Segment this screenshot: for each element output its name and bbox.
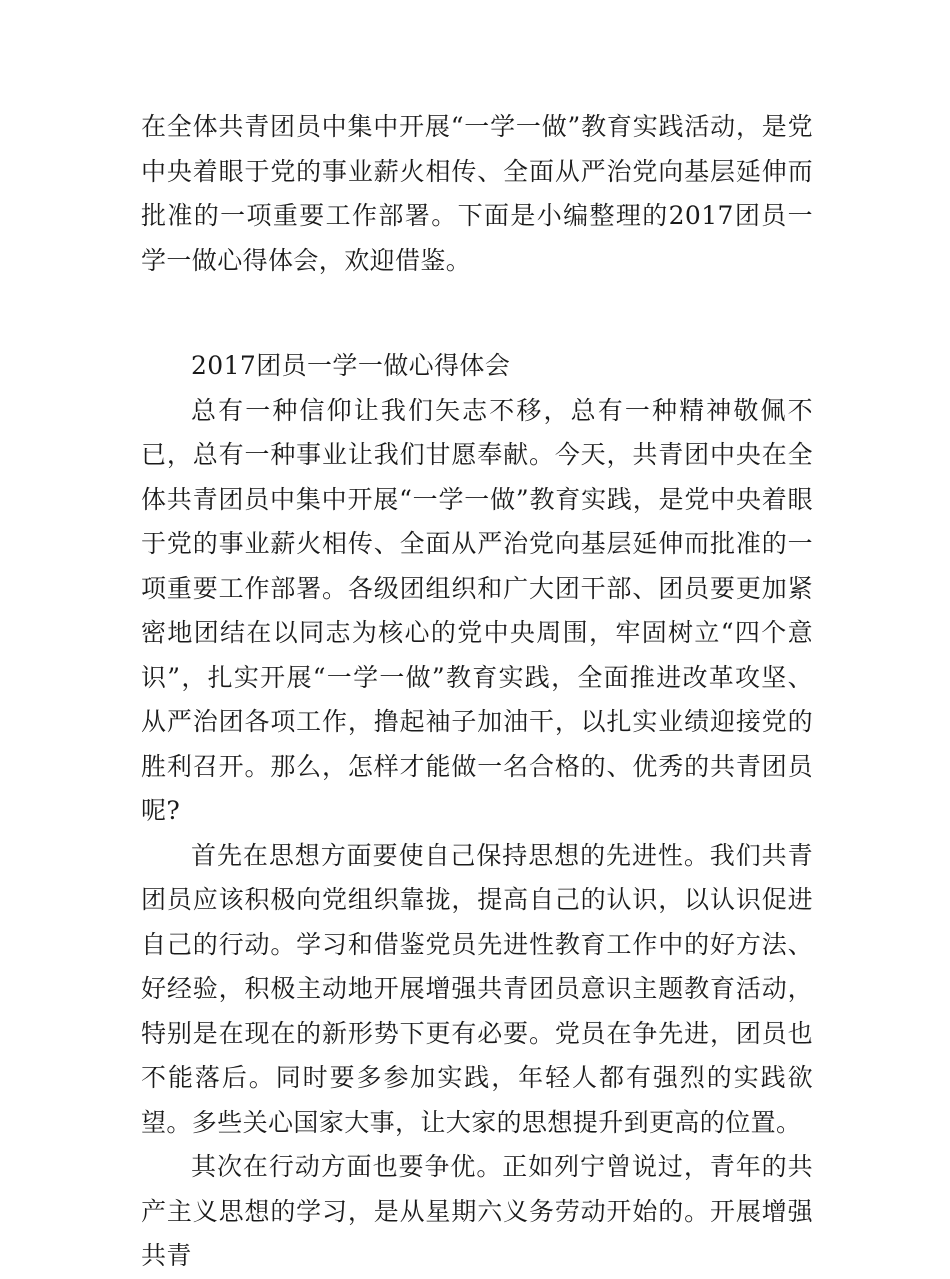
body-paragraph-1: 总有一种信仰让我们矢志不移，总有一种精神敬佩不已，总有一种事业让我们甘愿奉献。今天，共青团中央在全体共青团员中集中开展“一学一做”教育实践，是党中央着眼于党的事业薪火相传、全面从严治党向基层延伸而批准的一项重要工作部署。各级团组织和广大团干部、团员要更加紧密地团结在以同志为核心的党中央周围，牢固树立“四个意识”，扎实开展“一学一做”教育实践，全面推进改革攻坚、从严治团各项工作，撸起袖子加油干，以扎实业绩迎接党的胜利召开。那么，怎样才能做一名合格的、优秀的共青团员呢? — [141, 395, 813, 825]
body-paragraph-2: 首先在思想方面要使自己保持思想的先进性。我们共青团员应该积极向党组织靠拢，提高自己的认识，以认识促进自己的行动。学习和借鉴党员先进性教育工作中的好方法、好经验，积极主动地开展增强共青团员意识主题教育活动，特别是在现在的新形势下更有必要。党员在争先进，团员也不能落后。同时要多参加实践，年轻人都有强烈的实践欲望。多些关心国家大事，让大家的思想提升到更高的位置。 — [141, 840, 813, 1137]
paragraph-spacer — [141, 283, 813, 344]
intro-paragraph: 在全体共青团员中集中开展“一学一做”教育实践活动，是党中央着眼于党的事业薪火相传、全面从严治党向基层延伸而批准的一项重要工作部署。下面是小编整理的2017团员一学一做心得体会，欢迎借鉴。 — [141, 112, 813, 275]
document-title: 2017团员一学一做心得体会 — [191, 351, 511, 380]
document-page — [141, 105, 813, 1279]
body-paragraph-3: 其次在行动方面也要争优。正如列宁曾说过，青年的共产主义思想的学习，是从星期六义务劳动开始的。开展增强共青 — [141, 1152, 813, 1270]
